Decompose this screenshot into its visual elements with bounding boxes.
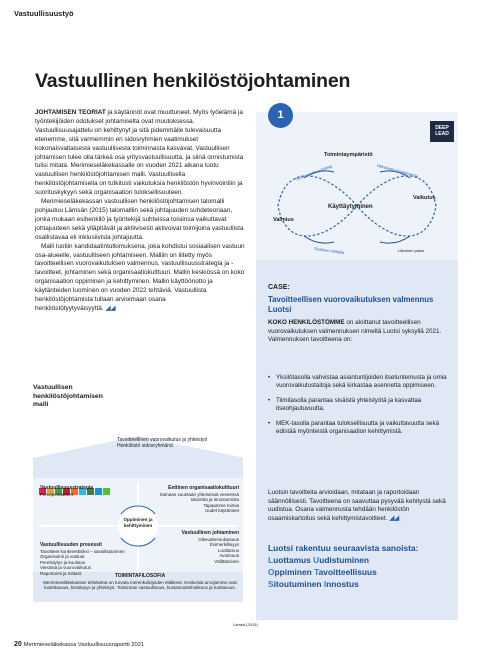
number-badge: 1 xyxy=(268,103,293,128)
strategy-title: Vastuullisuusstrategia xyxy=(40,485,94,491)
paragraph-2: Merimieseläkekassan vastuullisen henkilöstöjohtamisen talomalli pohjautuu Lämsän (2015) talomalliin sekä johtajuuden suhdeteoriaan, jonka mukaan esihenkilö ja työntekijä suhteissa toisiinsa vaikuttavat johtajuuteen sekä ylläpitävät ja aktiivisesti aktivoivat toimijoina vastuullista osallistavaa eli inklusiivista johtajuutta. xyxy=(35,198,244,241)
case-goal-list xyxy=(268,374,453,442)
leadership-item: Esimerkillisyys xyxy=(209,542,239,547)
case-title: Tavoitteellisen vuorovaikutuksen valmennus Luotsi xyxy=(268,295,434,314)
case-intro xyxy=(268,319,453,345)
acronym-line xyxy=(268,578,453,590)
model-roof-text xyxy=(117,437,207,449)
strategy-item: Perusperiaatteet xyxy=(40,491,74,497)
model-base-text xyxy=(42,574,238,591)
page-footer xyxy=(14,641,144,648)
acronym-word: nnostus xyxy=(326,579,359,589)
diagram-center-label: Käyttäytyminen xyxy=(328,204,373,210)
culture-item: Samaan suuntaan yhteisessä veneessä xyxy=(159,491,239,497)
paragraph-1-text: ja käytännöt ovat muuttuneet. Myös työelämä ja työntekijöiden odotukset johtamiselta ovat muutoksessa. Vastuullisuusajattelu on kehittynyt ja sitä pidemmälle tulevaisuutta etenemme, sitä varmemmin eri sidosryhmien vaatimukset kokonaisvaltaisesta vastuullisesta toiminnasta kasvavat. Vastuullisen johtamisen tulee olla tärkeä osa yritysvastuullisuutta, ja siinä onnistumista tulisi mitata. Merimieseläkekassalle on vuoden 2021 aikana luotu vastuullisen henkilöstöjohtamisen malli. Vastuullisella henkilöstöjohtamisella on tutkitusti vaikutuksia henkilöstön hyvinvointiin ja suorituskykyyn sekä organisaation tuloksellisuuteen. xyxy=(35,109,244,197)
model-credit: Lämsä (2015) xyxy=(233,622,258,627)
list-item: • Yksilötasolla vahvistaa asiantuntijoiden itsetuntemusta ja omia vuorovaikutustaitoja sekä kirkastaa asennetta oppimiseen. xyxy=(268,374,453,391)
case-panel xyxy=(256,109,458,620)
diagram-top-label: Toimintaympäristö xyxy=(324,152,373,158)
logo: DEEP LEAD xyxy=(430,121,454,142)
model-title: Vastuullisen henkilöstöjohtamisen malli xyxy=(33,384,103,408)
acronym-line xyxy=(268,566,453,578)
processes-title: Vastuullisuuden prosessit xyxy=(40,542,102,548)
model-box-strategy xyxy=(40,486,136,497)
processes-item: Viestintä ja vuorovaikutus xyxy=(40,565,91,570)
case-label: CASE: xyxy=(268,284,290,291)
acronym-word: avoitteellisuus xyxy=(318,567,377,577)
acronym-word: itoutuminen xyxy=(273,579,324,589)
culture-item: Tapaamme toimia xyxy=(203,502,239,508)
acronym-line xyxy=(268,554,453,566)
lead-text: JOHTAMISEN TEORIAT xyxy=(35,109,106,116)
acronym-word: uottamus xyxy=(273,555,314,565)
leadership-item: Avoimuus xyxy=(219,553,239,558)
acronym-letter: L xyxy=(268,555,274,565)
list-item: • Tiimitasolla parantaa sisäistä yhteistyötä ja kasvattaa itseohjautuvuutta. xyxy=(268,397,453,414)
diagram-arc-label-bl: Sisäinen tahtotila xyxy=(313,245,345,256)
leadership-item: Luottamus xyxy=(217,547,239,553)
leadership-item: Välittäminen xyxy=(214,558,239,564)
diagram-arc-label-br: Ulkoinen paine xyxy=(398,248,425,253)
case-conclusion xyxy=(268,489,453,523)
base-title: TOIMINTAFILOSOFIA xyxy=(114,573,166,579)
acronym-word: ppiminen xyxy=(274,567,315,577)
arrow-icon-br xyxy=(380,236,410,243)
leadership-title: Vastuullinen johtaminen xyxy=(181,530,239,536)
roof-item: Tavoitteellinen vuorovaikutus ja yhteistyö xyxy=(117,437,208,443)
diagram-left-label: Valmius xyxy=(273,217,294,223)
end-mark: ◢◢ xyxy=(105,304,116,312)
model-box-processes xyxy=(40,543,130,576)
paragraph-1 xyxy=(35,109,245,198)
acronym-word: udistuminen xyxy=(319,555,369,565)
roof-item: Henkilöstö sidosryhmänä xyxy=(117,443,173,450)
processes-item: Raportointi ja mittarit xyxy=(40,570,82,576)
case-conclusion-text: Luotsin tavoitteita arvioidaan, mitataan ja raportoidaan säännöllisesti. Tavoitteena on saavuttaa pysyvää kehitystä sekä uudistua. Osana valmennusta tehdään henkilöstön osaamiskartoitus sekä kehittymistavoitteet. xyxy=(268,489,446,522)
model-box-leadership xyxy=(160,531,239,564)
arrow-icon-bl xyxy=(304,236,334,243)
diagram-arc-label-tr: Vaikutusta muutoksessa xyxy=(376,162,419,179)
case-intro-text: on aloittanut tavoitteellisen vuorovaikutuksen valmennuksen nimeltä Luotsi syksyllä 2021. Valmennuksen tavoitteena on: xyxy=(268,319,442,344)
end-mark: ◢◢ xyxy=(389,514,400,522)
acronym-intro: Luotsi rakentuu seuraavista sanoista: xyxy=(268,543,419,553)
processes-item: Tavoitteet konkreettisiksi – sanallistaminen xyxy=(40,548,125,554)
case-lead: KOKO HENKILÖSTÖMME xyxy=(268,319,345,326)
diagram-arc-label-tl: Hyvinvoinnin pohdinta xyxy=(294,163,333,182)
culture-item: Ideointia ja innostumista xyxy=(190,497,239,502)
page-number: 20 xyxy=(14,641,22,648)
diagram-right-label: Vaikutus xyxy=(413,195,436,201)
culture-title: Eettinen organisaatiokulttuuri xyxy=(168,485,239,491)
list-item: • MEK-tasolla parantaa tuloksellisuutta ja vaikuttavuutta sekä edistää myönteistä organisaation kehittymistä. xyxy=(268,420,453,437)
acronym-block xyxy=(268,542,453,590)
article-body xyxy=(35,109,245,314)
acronym-letter: I xyxy=(323,579,327,589)
base-description: Merimieseläkekassan tehtävänä on turvata merenkulkijoiden eläkkeet. Keskeisiä arvojamme ovat luotettavuus, kestävyys ja yhteistyö. Toiminnan vastuullisuus, kustannustehokkuus ja tuottavuus. xyxy=(43,579,237,590)
processes-item: Perehdytys ja koulutus xyxy=(40,559,86,565)
paragraph-3 xyxy=(35,243,245,314)
model-box-culture xyxy=(143,486,239,514)
acronym-letter: T xyxy=(314,567,319,577)
leadership-item: Oikeudenmukaisuus xyxy=(198,536,239,542)
culture-item: Uudet käytänteet xyxy=(204,508,239,513)
footer-text: Merimieseläkekassa Vastuullisuusraportti 2021 xyxy=(23,642,145,648)
section-label: Vastuullisuustyö xyxy=(14,9,74,18)
behaviour-diagram xyxy=(256,112,458,260)
acronym-letter: U xyxy=(313,555,320,565)
processes-item: Organisointi ja vastuut xyxy=(40,554,85,559)
paragraph-3-text: Malli luotiin kandidaatintutkimuksena, joka kohdistui sosiaalisen vastuun osa-alueelle, vastuulliseen johtamiseen. Malliin on liitetty myös tavoitteellisen vuorovaikutuksen valmennus, vastuullisuusstrategia ja -tavoitteet, johtaminen sekä organisaatiokulttuuri. Mallin keskiössä on koko organisaation oppiminen ja kehittyminen. Mallin käyttöönotto ja käytänteiden luominen on vuoden 2022 tehtäviä. Vastuullista henkilöstöjohtamista tullaan arvioimaan osana henkilöstötyytyväisyyttä. xyxy=(35,242,245,312)
model-center-label: Oppiminen ja kehittyminen xyxy=(123,517,153,528)
acronym-letter: O xyxy=(268,567,275,577)
page-title: Vastuullinen henkilöstöjohtaminen xyxy=(35,70,351,92)
diagram-area xyxy=(256,112,458,260)
acronym-letter: S xyxy=(268,579,274,589)
